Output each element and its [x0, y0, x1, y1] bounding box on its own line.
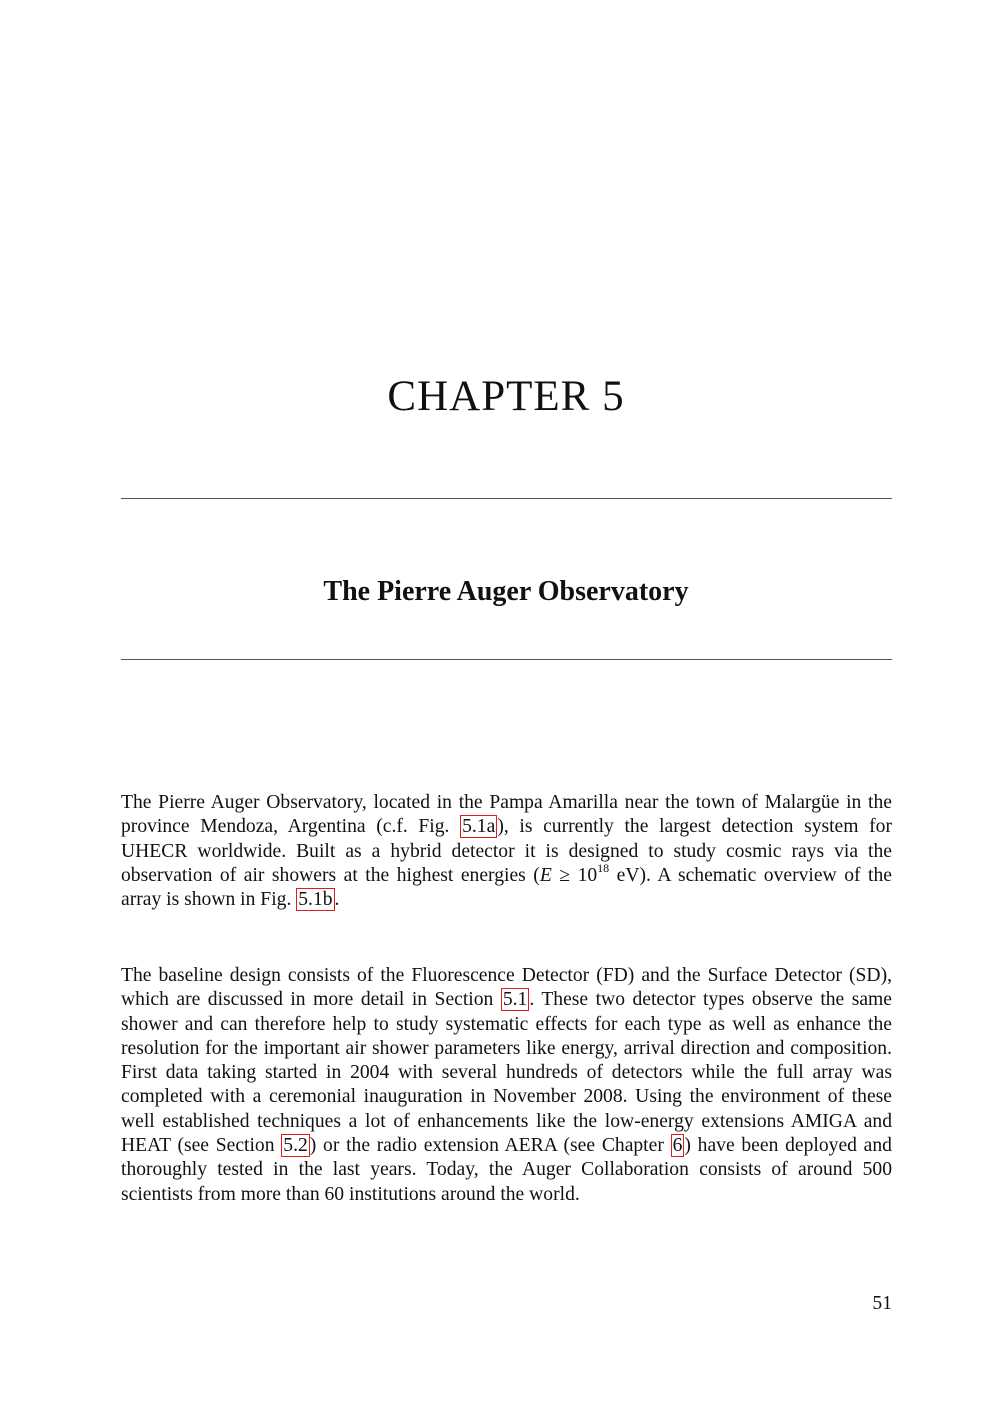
paragraph-text: The baseline design consists of the Fluorescence Detector (FD) and the Surface Detector (SD), which are discussed in more detail in Section	[121, 965, 892, 1011]
top-divider	[121, 498, 892, 499]
paragraph-text: ) or the radio extension AERA (see Chapter	[309, 1135, 671, 1157]
page-number: 51	[872, 1293, 892, 1314]
chapter-title: The Pierre Auger Observatory	[323, 576, 689, 607]
bottom-divider	[121, 659, 892, 660]
paragraph-text: The Pierre Auger Observatory, located in the Pampa Amarilla near the town of Malargüe in the province Mendoza, Argentina (c.f. Fig.	[121, 792, 892, 838]
paragraph-text: eV). A schematic overview of the array is shown in Fig.	[121, 864, 892, 911]
math-relation: ≥ 10	[551, 864, 598, 886]
figure-link-5-1b[interactable]: 5.1b	[298, 889, 333, 911]
paragraph-text: ), is currently the largest detection system for UHECR worldwide. Built as a hybrid detector it is designed to study cosmic rays via the observation of air showers at the highest energies (	[121, 816, 892, 886]
section-link-5-2[interactable]: 5.2	[283, 1135, 308, 1157]
math-exponent: 18	[597, 861, 610, 876]
paragraph-intro	[121, 791, 892, 912]
math-variable: E	[539, 864, 552, 886]
paragraph-text: .	[334, 889, 340, 911]
paragraph-text: ) have been deployed and thoroughly tested in the last years. Today, the Auger Collaboration consists of around 500 scientists from more than 60 institutions around the world.	[121, 1135, 892, 1205]
paragraph-baseline-design	[121, 964, 892, 1207]
chapter-label: CHAPTER 5	[387, 373, 625, 420]
chapter-link-6[interactable]: 6	[672, 1135, 683, 1157]
paragraph-text: . These two detector types observe the same shower and can therefore help to study systematic effects for each type as well as enhance the resolution for the important air shower parameters like energy, arrival direction and composition. First data taking started in 2004 with several hundreds of detectors while the full array was completed with a ceremonial inauguration in November 2008. Using the environment of these well established techniques a lot of enhancements like the low-energy extensions AMIGA and HEAT (see Section	[121, 989, 892, 1157]
section-link-5-1[interactable]: 5.1	[502, 989, 528, 1011]
figure-link-5-1a[interactable]: 5.1a	[462, 816, 496, 838]
